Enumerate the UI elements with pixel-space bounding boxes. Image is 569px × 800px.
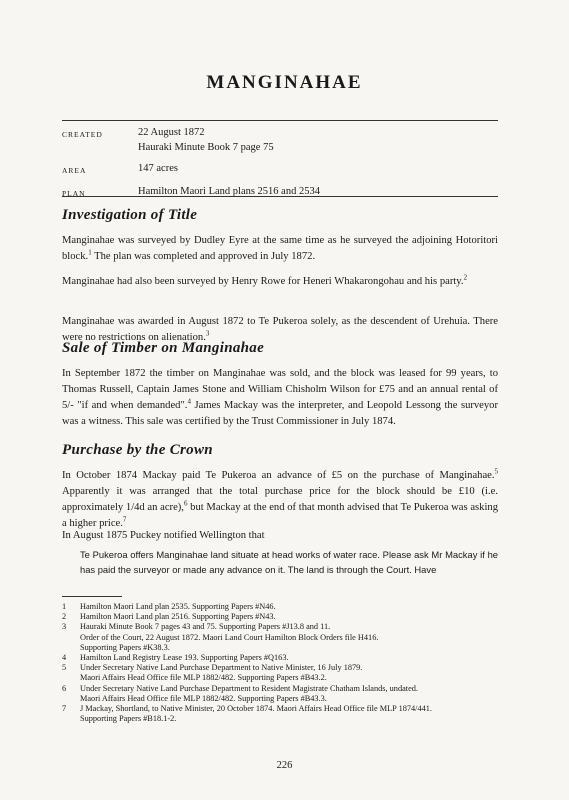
footnote-text: Hamilton Maori Land plan 2516. Supporting Papers #N43.	[80, 612, 276, 622]
footnote-text: Under Secretary Native Land Purchase Department to Resident Magistrate Chatham Islands, undated.	[80, 683, 418, 693]
page-number: 226	[276, 760, 293, 771]
timber-paragraph-1: In September 1872 the timber on Manginahae was sold, and the block was leased for 99 years, to Thomas Russell, Captain James Stone and William Chisholm Wilson for £75 and an annual rental of 5/- "if and when demanded".$^4$ James Mackay was the interpreter, and Leopold Lessong the surveyor was a witness. This sale was certified by the Trust Commissioner in July 1874.	[62, 368, 499, 427]
page-title: MANGINAHAE	[206, 72, 363, 93]
metadata-block	[62, 126, 498, 200]
footnote-number: 3	[62, 622, 67, 632]
footnote-item	[62, 612, 498, 622]
footnote-item	[62, 622, 498, 653]
meta-created-ref: Hauraki Minute Book 7 page 75	[138, 142, 274, 153]
section-heading-purchase: Purchase by the Crown	[62, 442, 213, 458]
purchase-paragraph-2: In August 1875 Puckey notified Wellington that	[62, 530, 265, 541]
footnote-text: Order of the Court, 22 August 1872. Maori Land Court Hamilton Block Orders file H416.	[80, 632, 379, 642]
footnote-item	[62, 602, 498, 612]
footnote-ref: 6	[183, 499, 188, 508]
footnote-text: Supporting Papers #K38.3.	[80, 642, 170, 652]
meta-created-date: 22 August 1872	[138, 127, 205, 138]
footnote-text: J Mackay, Shortland, to Native Minister, 20 October 1874. Maori Affairs Head Office file MLP 1874/441.	[80, 704, 432, 714]
meta-created-ref-row	[62, 141, 498, 154]
footnote-text: Hamilton Land Registry Lease 193. Supporting Papers #Q163.	[80, 653, 289, 663]
footnote-item	[62, 663, 498, 683]
footnote-text: Maori Affairs Head Office file MLP 1882/482. Supporting Papers #B43.2.	[80, 673, 327, 683]
footnote-ref: 3	[205, 329, 210, 338]
footnote-rule	[62, 596, 122, 597]
footnote-number: 2	[62, 612, 67, 622]
meta-created-row	[62, 126, 498, 141]
section-heading-timber: Sale of Timber on Manginahae	[62, 340, 265, 356]
footnote-number: 1	[62, 602, 67, 611]
investigation-paragraph-2: Manginahae had also been surveyed by Henry Rowe for Heneri Whakarongohau and his party.$^2$	[62, 273, 468, 287]
footnote-item	[62, 684, 498, 704]
footnote-ref: 7	[122, 515, 127, 524]
footnote-ref: 2	[463, 273, 468, 282]
investigation-paragraph-1: Manginahae was surveyed by Dudley Eyre at the same time as he surveyed the adjoining Hotoritori block.$^1$ The plan was completed and approved in July 1872.	[62, 235, 498, 262]
investigation-paragraph-3: Manginahae was awarded in August 1872 to Te Pukeroa solely, as the descendent of Urehuia. There were no restrictions on alienation.$^3$	[62, 316, 498, 343]
block-quote: Te Pukeroa offers Manginahae land situate at head works of water race. Please ask Mr Mackay if he has paid the surveyor or made any advance on it. The land is through the Court. Have	[80, 549, 498, 575]
footnote-text: Under Secretary Native Land Purchase Department to Native Minister, 16 July 1879.	[80, 663, 363, 673]
footnote-number: 6	[62, 683, 67, 693]
footnote-text: Supporting Papers #B18.1-2.	[80, 714, 177, 724]
footnote-text: Hamilton Maori Land plan 2535. Supporting Papers #N46.	[80, 602, 276, 611]
header-rule-top	[62, 120, 498, 121]
meta-plan-row	[62, 185, 498, 200]
meta-plan-label: PLAN	[62, 189, 86, 198]
footnote-text: Maori Affairs Head Office file MLP 1882/482. Supporting Papers #B43.3.	[80, 693, 327, 703]
footnote-ref: 5	[494, 467, 498, 476]
purchase-paragraph-1: In October 1874 Mackay paid Te Pukeroa an advance of £5 on the purchase of Manginahae.$^5$ Apparently it was arranged that the total purchase price for the block should be £10 (i.e. approximately 1/4d an acre),$^6$ but Mackay at the end of that month advised that Te Pukeroa was asking a higher price.$^7$	[62, 467, 498, 529]
meta-area-row	[62, 162, 498, 177]
footnote-item	[62, 653, 498, 663]
footnote-number: 5	[62, 663, 67, 673]
header-rule-bottom	[62, 196, 498, 197]
footnote-ref: 1	[88, 248, 92, 257]
meta-plan-value: Hamilton Maori Land plans 2516 and 2534	[138, 186, 320, 197]
footnote-number: 4	[62, 653, 67, 663]
section-heading-investigation: Investigation of Title	[62, 207, 198, 223]
meta-area-label: AREA	[62, 166, 87, 175]
footnote-text: Hauraki Minute Book 7 pages 43 and 75. Supporting Papers #J13.8 and 11.	[80, 622, 331, 632]
footnotes	[62, 602, 498, 724]
meta-created-label: CREATED	[62, 130, 103, 139]
footnote-ref: 4	[187, 397, 191, 406]
meta-area-value: 147 acres	[138, 163, 178, 174]
footnote-number: 7	[62, 704, 67, 714]
footnote-item	[62, 704, 498, 724]
